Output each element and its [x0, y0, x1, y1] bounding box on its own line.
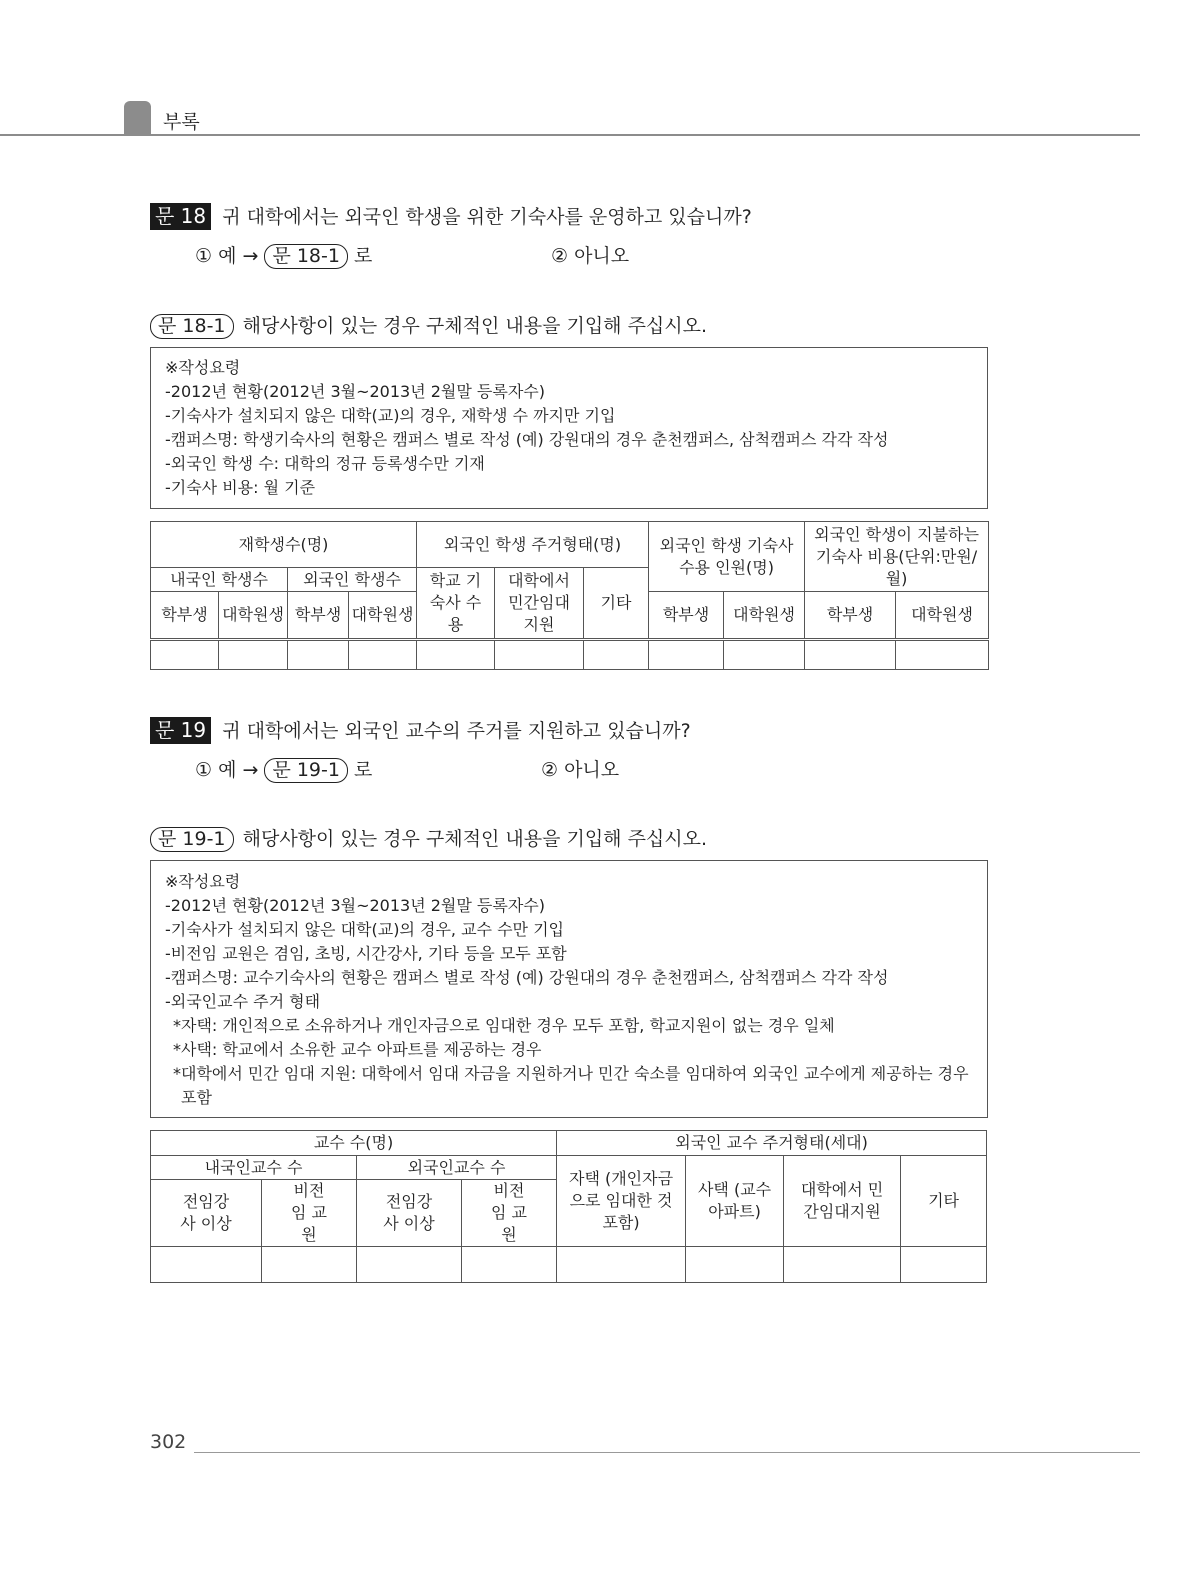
- q19-opt1-suffix: 로: [354, 759, 373, 781]
- col-dorm-cost: 외국인 학생이 지불하는 기숙사 비용(단위:만원/월): [805, 522, 989, 592]
- col-enrolled: 재학생수(명): [151, 522, 417, 568]
- col-undergrad: 학부생: [288, 592, 349, 640]
- q18-opt1-prefix: ① 예 →: [195, 245, 259, 267]
- note-line: -비전임 교원은 겸임, 초빙, 시간강사, 기타 등을 모두 포함: [165, 944, 567, 963]
- col-foreign: 외국인 학생수: [288, 568, 417, 592]
- input-cell[interactable]: [288, 640, 349, 670]
- input-cell[interactable]: [219, 640, 288, 670]
- q18-option-no[interactable]: ② 아니오: [551, 245, 630, 267]
- note-line: -2012년 현황(2012년 3월~2013년 2월말 등록자수): [165, 382, 545, 401]
- q19-badge: 문 19: [150, 717, 211, 744]
- page-number: 302: [150, 1431, 187, 1453]
- col-grad: 대학원생: [724, 592, 805, 640]
- input-cell[interactable]: [649, 640, 724, 670]
- input-cell[interactable]: [357, 1247, 462, 1283]
- q19-1-badge: 문 19-1: [150, 827, 234, 852]
- input-cell[interactable]: [417, 640, 495, 670]
- header-tab: [124, 101, 151, 136]
- q19-1-notes-box: [150, 860, 988, 1118]
- q18-1-notes-box: [150, 347, 988, 509]
- input-cell[interactable]: [349, 640, 417, 670]
- col-private-rent: 대학에서 민간임대지원: [784, 1156, 901, 1247]
- q19-opt1-prefix: ① 예 →: [195, 759, 259, 781]
- col-company-housing: 사택 (교수 아파트): [686, 1156, 784, 1247]
- note-line: -기숙사가 설치되지 않은 대학(교)의 경우, 재학생 수 까지만 기입: [165, 406, 616, 425]
- note-line: *대학에서 민간 임대 지원: 대학에서 임대 자금을 지원하거나 민간 숙소를 임대하여 외국인 교수에게 제공하는 경우: [173, 1064, 969, 1083]
- input-cell[interactable]: [724, 640, 805, 670]
- input-cell[interactable]: [896, 640, 989, 670]
- table-row: [151, 640, 989, 670]
- col-nonfulltime: 비전임 교원: [462, 1180, 557, 1247]
- col-grad: 대학원생: [219, 592, 288, 640]
- input-cell[interactable]: [557, 1247, 686, 1283]
- note-line: -2012년 현황(2012년 3월~2013년 2월말 등록자수): [165, 896, 545, 915]
- note-line: *사택: 학교에서 소유한 교수 아파트를 제공하는 경우: [173, 1040, 542, 1059]
- col-undergrad: 학부생: [805, 592, 896, 640]
- note-line: -외국인 학생 수: 대학의 정규 등록생수만 기재: [165, 454, 485, 473]
- col-nonfulltime: 비전임 교원: [262, 1180, 357, 1247]
- note-line: ※작성요령: [165, 872, 241, 891]
- col-grad: 대학원생: [349, 592, 417, 640]
- col-etc: 기타: [584, 568, 649, 640]
- input-cell[interactable]: [686, 1247, 784, 1283]
- col-prof-housing: 외국인 교수 주거형태(세대): [557, 1131, 987, 1156]
- col-private-rent: 대학에서 민간임대 지원: [495, 568, 584, 640]
- col-domestic-prof: 내국인교수 수: [151, 1156, 357, 1180]
- q18-row: [150, 202, 752, 230]
- q19-opt1-ref: 문 19-1: [264, 758, 348, 783]
- input-cell[interactable]: [784, 1247, 901, 1283]
- col-own-home: 자택 (개인자금으로 임대한 것 포함): [557, 1156, 686, 1247]
- input-cell[interactable]: [901, 1247, 987, 1283]
- col-school-dorm: 학교 기숙사 수용: [417, 568, 495, 640]
- col-foreign-prof: 외국인교수 수: [357, 1156, 557, 1180]
- col-fulltime: 전임강사 이상: [357, 1180, 462, 1247]
- note-line: *자택: 개인적으로 소유하거나 개인자금으로 임대한 경우 모두 포함, 학교지원이 없는 경우 일체: [173, 1016, 835, 1035]
- header-rule: [0, 134, 1140, 136]
- note-line: 포함: [181, 1088, 212, 1107]
- professor-housing-table: [150, 1130, 987, 1283]
- col-undergrad: 학부생: [151, 592, 219, 640]
- col-domestic: 내국인 학생수: [151, 568, 288, 592]
- col-etc: 기타: [901, 1156, 987, 1247]
- col-housing: 외국인 학생 주거형태(명): [417, 522, 649, 568]
- q18-text: 귀 대학에서는 외국인 학생을 위한 기숙사를 운영하고 있습니까?: [222, 206, 752, 228]
- input-cell[interactable]: [805, 640, 896, 670]
- q19-1-text: 해당사항이 있는 경우 구체적인 내용을 기입해 주십시오.: [242, 828, 708, 850]
- input-cell[interactable]: [262, 1247, 357, 1283]
- q19-text: 귀 대학에서는 외국인 교수의 주거를 지원하고 있습니까?: [222, 720, 691, 742]
- section-title: 부록: [163, 111, 200, 133]
- q18-option-yes[interactable]: [195, 241, 372, 269]
- input-cell[interactable]: [584, 640, 649, 670]
- note-line: -외국인교수 주거 형태: [165, 992, 321, 1011]
- q19-1-row: [150, 824, 707, 852]
- col-dorm-capacity: 외국인 학생 기숙사 수용 인원(명): [649, 522, 805, 592]
- note-line: ※작성요령: [165, 358, 241, 377]
- q18-badge: 문 18: [150, 203, 211, 230]
- note-line: -기숙사 비용: 월 기준: [165, 478, 316, 497]
- note-line: -기숙사가 설치되지 않은 대학(교)의 경우, 교수 수만 기입: [165, 920, 564, 939]
- q19-option-no[interactable]: ② 아니오: [541, 759, 620, 781]
- q18-1-text: 해당사항이 있는 경우 구체적인 내용을 기입해 주십시오.: [242, 315, 708, 337]
- footer-rule: [194, 1452, 1140, 1453]
- note-line: -캠퍼스명: 학생기숙사의 현황은 캠퍼스 별로 작성 (예) 강원대의 경우 춘천캠퍼스, 삼척캠퍼스 각각 작성: [165, 430, 889, 449]
- col-fulltime: 전임강사 이상: [151, 1180, 262, 1247]
- col-grad: 대학원생: [896, 592, 989, 640]
- q18-opt1-ref: 문 18-1: [264, 244, 348, 269]
- col-professors: 교수 수(명): [151, 1131, 557, 1156]
- input-cell[interactable]: [151, 640, 219, 670]
- note-line: -캠퍼스명: 교수기숙사의 현황은 캠퍼스 별로 작성 (예) 강원대의 경우 춘천캠퍼스, 삼척캠퍼스 각각 작성: [165, 968, 889, 987]
- col-undergrad: 학부생: [649, 592, 724, 640]
- q19-option-yes[interactable]: [195, 755, 372, 783]
- input-cell[interactable]: [462, 1247, 557, 1283]
- table-row: [151, 1247, 987, 1283]
- input-cell[interactable]: [495, 640, 584, 670]
- student-dorm-table: [150, 521, 989, 670]
- q18-1-badge: 문 18-1: [150, 314, 234, 339]
- q18-opt1-suffix: 로: [354, 245, 373, 267]
- input-cell[interactable]: [151, 1247, 262, 1283]
- q19-row: [150, 716, 691, 744]
- q18-1-row: [150, 311, 707, 339]
